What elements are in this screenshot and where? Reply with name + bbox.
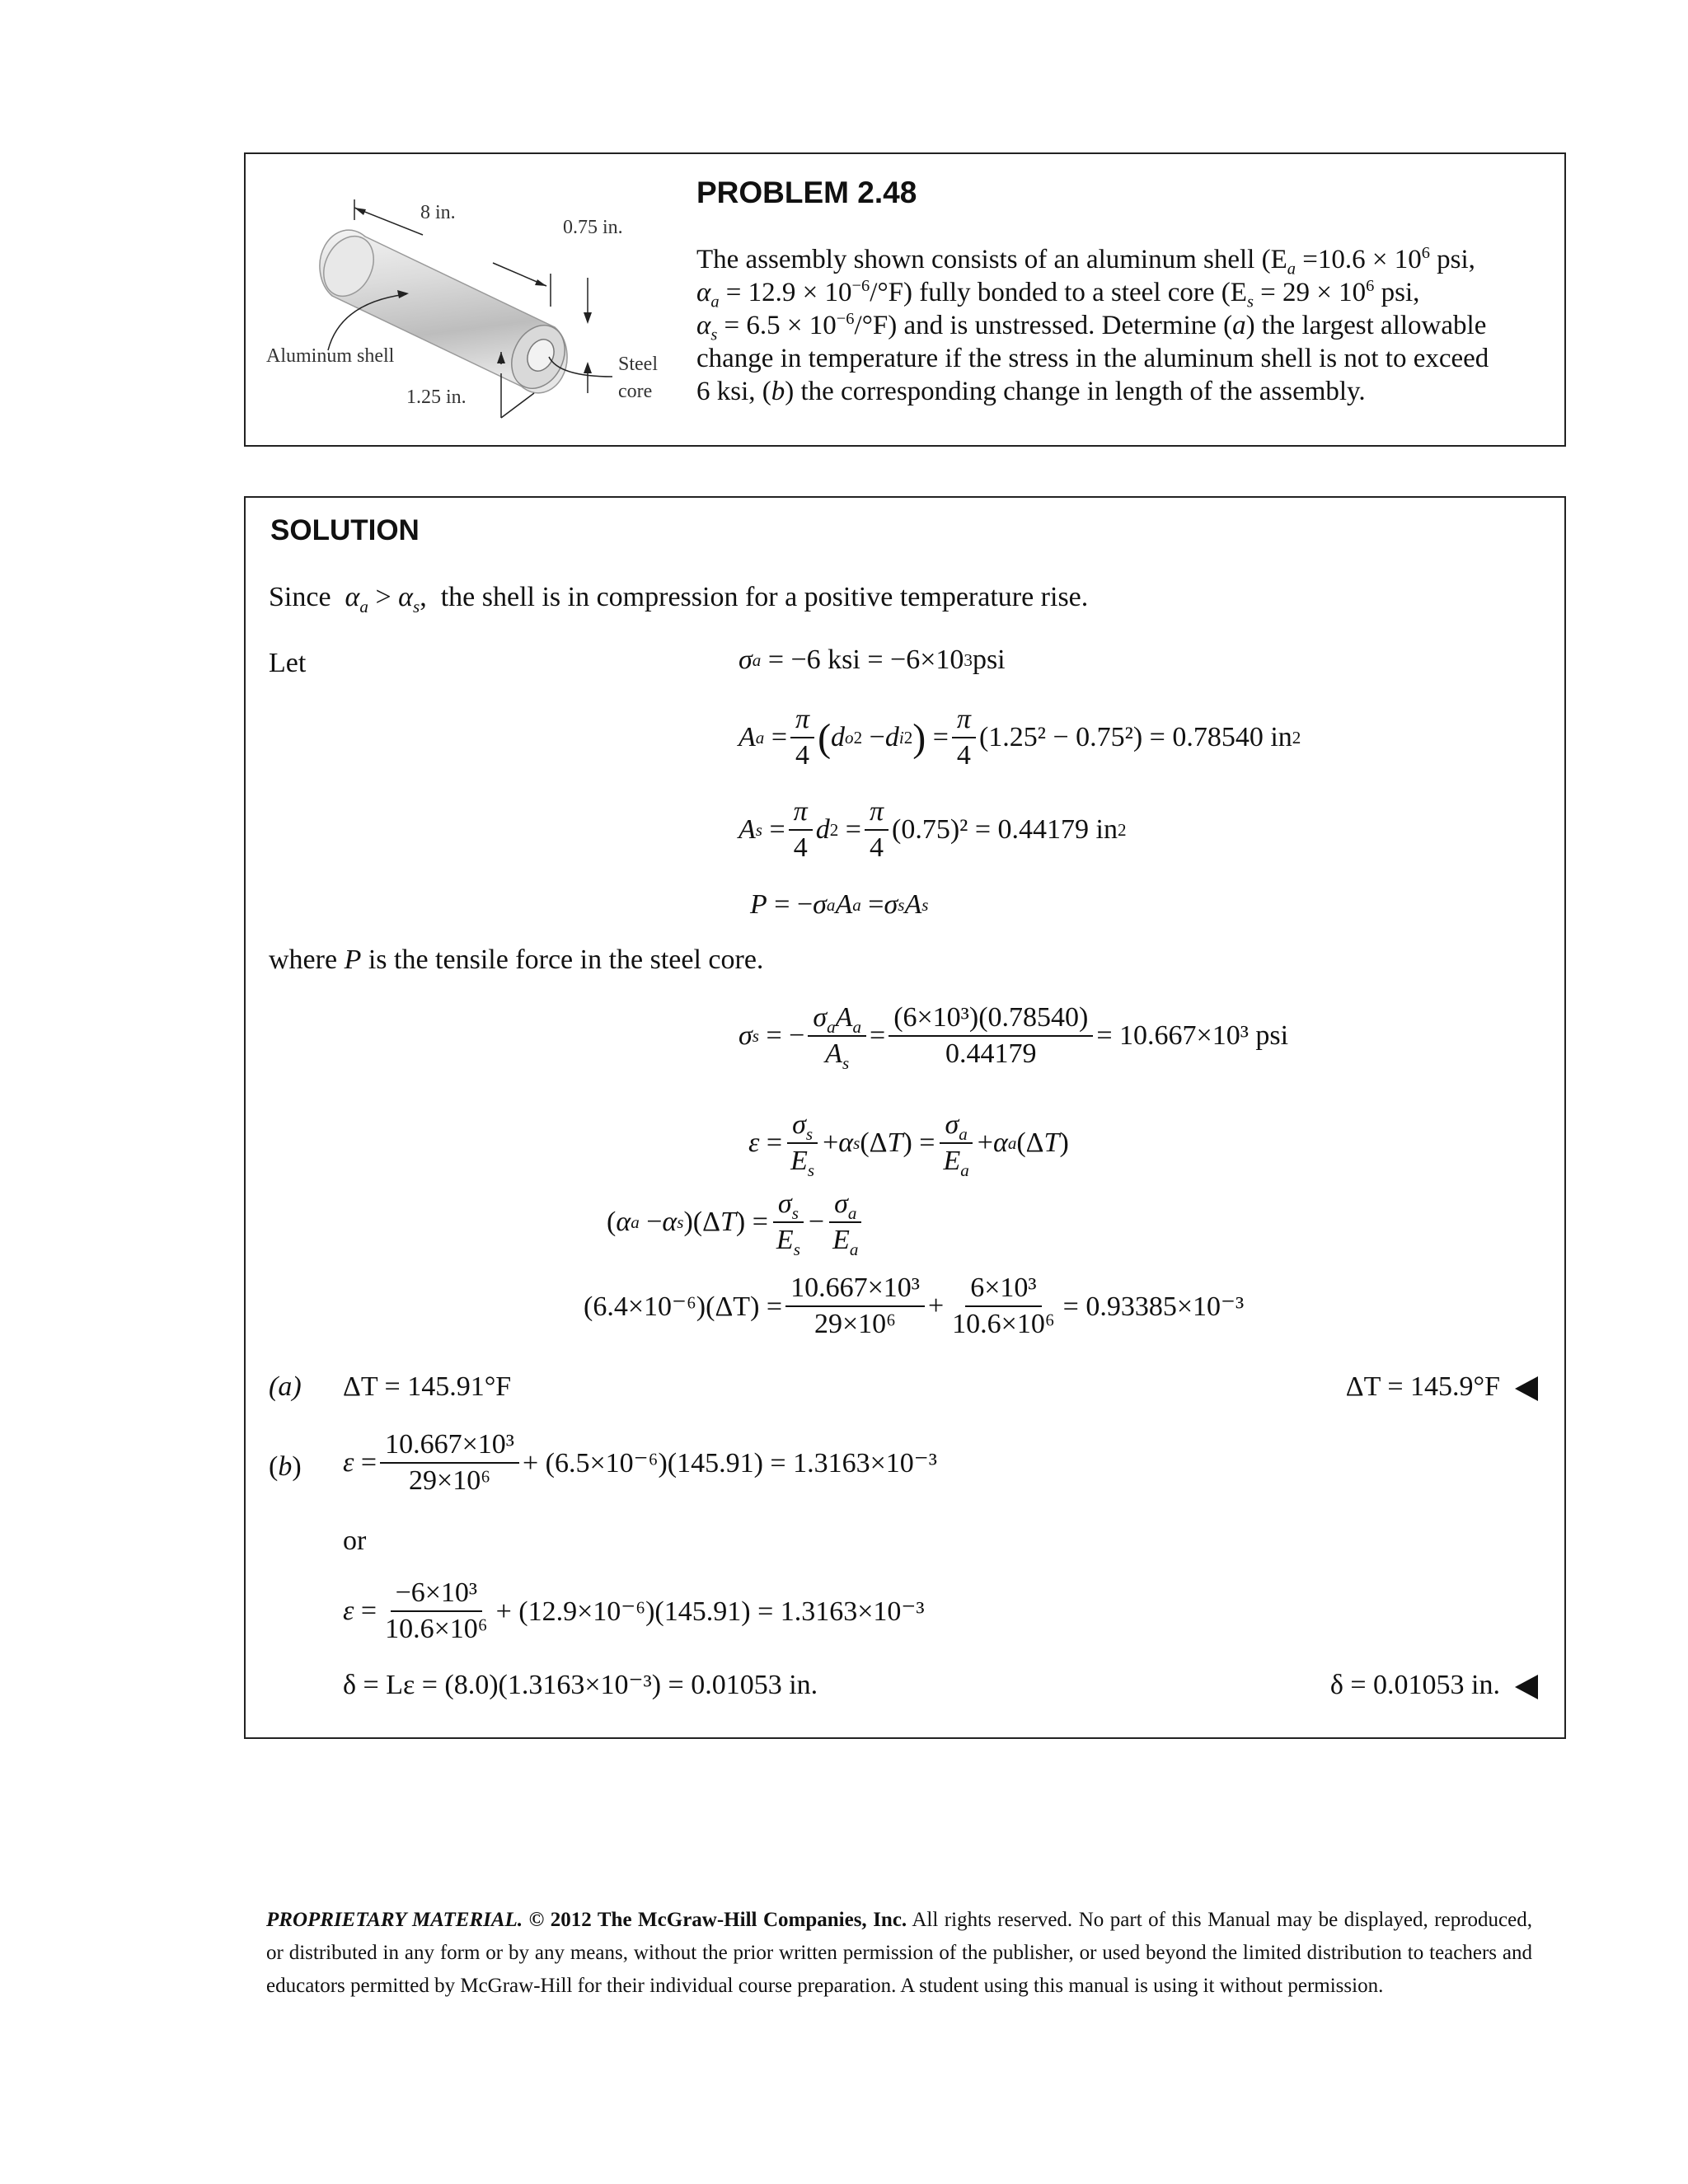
where-line: where P is the tensile force in the steel core.	[269, 944, 764, 975]
answer-arrow-icon	[1515, 1675, 1538, 1699]
core-diameter-label: 0.75 in.	[563, 217, 623, 238]
part-a-label: (a)	[269, 1371, 302, 1402]
statement-line-3: $\alpha_s = 6.5 \times 10^{-6}/^\circ F$) and is unstressed. Determine (a) the largest allowable	[696, 310, 1487, 344]
statement-line-4: change in temperature if the stress in the aluminum shell is not to exceed	[696, 344, 1489, 373]
answer-arrow-icon	[1515, 1376, 1538, 1401]
part-b-label: (b)	[269, 1451, 302, 1482]
statement-line-5: 6 ksi, (b) the corresponding change in length of the assembly.	[696, 377, 1366, 406]
intro-line: Since $\alpha_a > \alpha_s$, the shell is in compression for a positive temperature rise.	[269, 582, 1089, 616]
eq-numeric-combination: (6.4×10⁻⁶)(ΔT) = $\frac{\text{10.667×10³}}{\text{29×10⁶}}$ + $\frac{\text{6×10³}}{\text{10.6×10⁶}}$ = 0.93385×10⁻³	[584, 1272, 1245, 1339]
core-label-line2: core	[618, 381, 653, 402]
eq-force: P = − σ a A a = σ s A s	[750, 889, 929, 920]
part-b-answer: δ = 0.01053 in.	[1330, 1668, 1538, 1702]
delta-equation: δ = Lε = (8.0)(1.3163×10⁻³) = 0.01053 in.	[343, 1670, 818, 1700]
problem-box	[244, 152, 1566, 447]
let-label: Let	[269, 648, 307, 678]
eq-strain-numeric-1: ε = $\frac{\text{10.667×10³}}{\text{29×10⁶}}$ + (6.5×10⁻⁶)(145.91) = 1.3163×10⁻³	[343, 1429, 937, 1496]
length-label: 8 in.	[420, 202, 456, 223]
problem-figure	[262, 171, 691, 434]
part-a-answer: ΔT = 145.9°F	[1346, 1370, 1538, 1404]
shell-label: Aluminum shell	[266, 345, 395, 367]
or-text: or	[343, 1526, 367, 1556]
eq-strain-numeric-2: ε = $\frac{\text{−6×10³}}{\text{10.6×10⁶}}$ + (12.9×10⁻⁶)(145.91) = 1.3163×10⁻³	[343, 1577, 925, 1644]
part-a-equation: ΔT = 145.91°F	[343, 1371, 512, 1402]
statement-line-1: The assembly shown consists of an aluminum shell ($E_a =10.6 \times 10^6$ psi,	[696, 244, 1475, 279]
statement-line-2: $\alpha_a = 12.9 \times 10^{-6}/^\circ F$) fully bonded to a steel core ($E_s = 29 \times 10^6$ psi,	[696, 277, 1420, 312]
core-label-line1: Steel	[618, 354, 658, 375]
eq-strain: ε = $\frac{\sigma_s}{E_s}$ + α s (Δ T ) = $\frac{\sigma_a}{E_a}$ + α a (Δ T )	[748, 1109, 1069, 1180]
eq-area-steel: A s = $\frac{\pi}{4}$ d 2 = $\frac{\pi}{4}$ (0.75)² = 0.44179 in 2	[738, 796, 1127, 863]
outer-diameter-label: 1.25 in.	[406, 387, 467, 408]
problem-statement	[696, 243, 1537, 408]
problem-title: PROBLEM 2.48	[696, 176, 917, 209]
eq-alpha-difference: ( α a − α s )(Δ T ) = $\frac{\sigma_s}{E_s}$ − $\frac{\sigma_a}{E_a}$	[607, 1188, 866, 1256]
eq-sigma-a: σ a = −6 ksi = −6×10 3 psi	[738, 644, 1006, 675]
eq-area-aluminum: A a = $\frac{\pi}{4}$ ( d o 2 − d i 2 ) = $\frac{\pi}{4}$ (1.25² − 0.75²) = 0.78540 in 2	[738, 704, 1301, 771]
eq-sigma-s: σ s = − $\frac{\sigma_aA_a}{A_s}$ = $\frac{\text{(6×10³)(0.78540)}}{0.44179}$ = 10.667×10³ psi	[738, 1002, 1289, 1073]
copyright-footer: PROPRIETARY MATERIAL. © 2012 The McGraw-Hill Companies, Inc. All rights reserved. No part of this Manual may be displayed, reproduced, or distributed in any form or by any means, without the prior written permission of the publisher, or used beyond the limited distribution to teachers and educators permitted by McGraw-Hill for their individual course preparation. A student using this manual is using it without permission.	[266, 1909, 1532, 1997]
solution-box	[244, 496, 1566, 1739]
solution-heading: SOLUTION	[270, 514, 420, 546]
